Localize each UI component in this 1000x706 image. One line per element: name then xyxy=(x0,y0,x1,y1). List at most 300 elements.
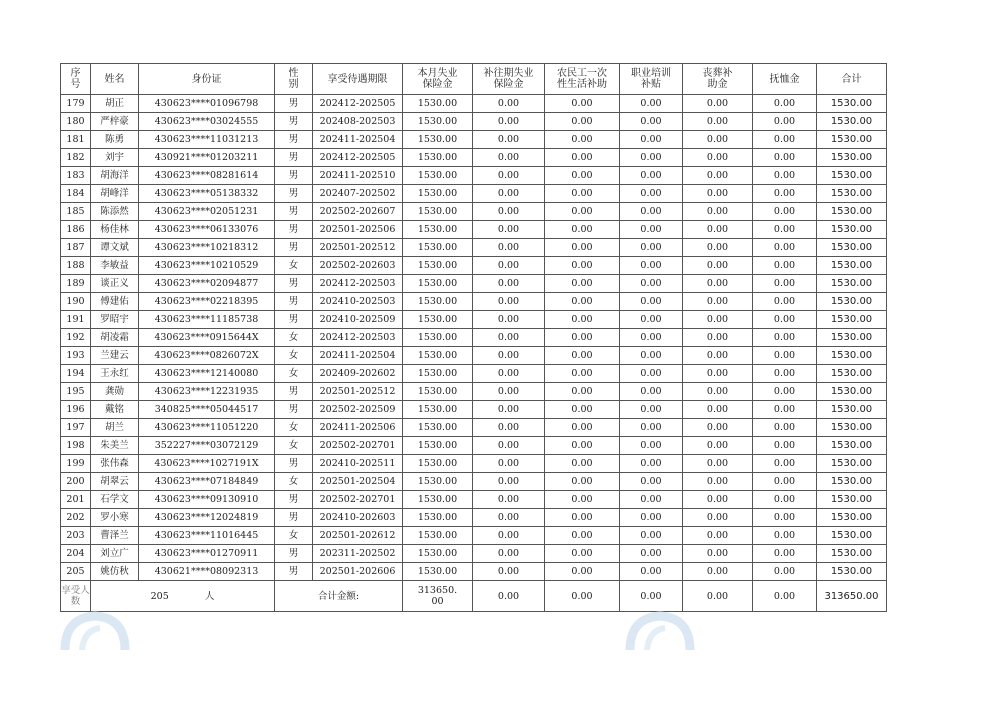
table-row xyxy=(61,95,887,113)
cell-migrant-subsidy: 0.00 xyxy=(545,437,620,455)
total-pension: 0.00 xyxy=(753,581,817,612)
cell-migrant-subsidy: 0.00 xyxy=(545,131,620,149)
cell-training-subsidy: 0.00 xyxy=(620,293,683,311)
cell-benefit-period: 202502-202701 xyxy=(313,491,403,509)
cell-name: 傅建佑 xyxy=(91,293,139,311)
cell-gender: 男 xyxy=(275,167,313,185)
total-monthly-insurance: 313650.00 xyxy=(403,581,473,612)
header-back-insurance: 补往期失业保险金 xyxy=(473,64,545,95)
cell-back-insurance: 0.00 xyxy=(473,545,545,563)
cell-name: 曹泽兰 xyxy=(91,527,139,545)
cell-gender: 男 xyxy=(275,221,313,239)
cell-id-number: 430623****0915644X xyxy=(139,329,275,347)
table-row xyxy=(61,221,887,239)
cell-training-subsidy: 0.00 xyxy=(620,167,683,185)
cell-funeral-subsidy: 0.00 xyxy=(683,257,753,275)
cell-migrant-subsidy: 0.00 xyxy=(545,473,620,491)
cell-monthly-insurance: 1530.00 xyxy=(403,545,473,563)
table-row xyxy=(61,527,887,545)
cell-name: 杨佳林 xyxy=(91,221,139,239)
cell-training-subsidy: 0.00 xyxy=(620,563,683,581)
cell-total: 1530.00 xyxy=(817,95,887,113)
cell-pension: 0.00 xyxy=(753,329,817,347)
cell-name: 戴铭 xyxy=(91,401,139,419)
recipients-unit: 人 xyxy=(204,590,215,602)
cell-total: 1530.00 xyxy=(817,203,887,221)
cell-gender: 男 xyxy=(275,455,313,473)
cell-index: 182 xyxy=(61,149,91,167)
cell-index: 192 xyxy=(61,329,91,347)
cell-back-insurance: 0.00 xyxy=(473,275,545,293)
cell-name: 兰建云 xyxy=(91,347,139,365)
cell-pension: 0.00 xyxy=(753,167,817,185)
watermark-logo-right xyxy=(625,610,695,650)
cell-migrant-subsidy: 0.00 xyxy=(545,95,620,113)
cell-back-insurance: 0.00 xyxy=(473,113,545,131)
cell-benefit-period: 202411-202510 xyxy=(313,167,403,185)
cell-gender: 女 xyxy=(275,437,313,455)
cell-gender: 男 xyxy=(275,491,313,509)
cell-funeral-subsidy: 0.00 xyxy=(683,347,753,365)
cell-monthly-insurance: 1530.00 xyxy=(403,113,473,131)
cell-funeral-subsidy: 0.00 xyxy=(683,203,753,221)
cell-id-number: 430623****10218312 xyxy=(139,239,275,257)
cell-gender: 女 xyxy=(275,347,313,365)
total-back-insurance: 0.00 xyxy=(473,581,545,612)
cell-benefit-period: 202501-202612 xyxy=(313,527,403,545)
cell-index: 191 xyxy=(61,311,91,329)
cell-total: 1530.00 xyxy=(817,455,887,473)
cell-back-insurance: 0.00 xyxy=(473,185,545,203)
cell-benefit-period: 202502-202509 xyxy=(313,401,403,419)
cell-total: 1530.00 xyxy=(817,185,887,203)
cell-benefit-period: 202501-202504 xyxy=(313,473,403,491)
cell-gender: 女 xyxy=(275,257,313,275)
cell-benefit-period: 202411-202504 xyxy=(313,347,403,365)
cell-index: 183 xyxy=(61,167,91,185)
table-row xyxy=(61,203,887,221)
cell-monthly-insurance: 1530.00 xyxy=(403,563,473,581)
cell-training-subsidy: 0.00 xyxy=(620,221,683,239)
cell-id-number: 430623****1027191X xyxy=(139,455,275,473)
cell-id-number: 430921****01203211 xyxy=(139,149,275,167)
cell-back-insurance: 0.00 xyxy=(473,329,545,347)
total-migrant-subsidy: 0.00 xyxy=(545,581,620,612)
cell-training-subsidy: 0.00 xyxy=(620,95,683,113)
cell-id-number: 430623****12140080 xyxy=(139,365,275,383)
cell-migrant-subsidy: 0.00 xyxy=(545,329,620,347)
cell-training-subsidy: 0.00 xyxy=(620,509,683,527)
cell-monthly-insurance: 1530.00 xyxy=(403,509,473,527)
table-header-row xyxy=(61,64,887,95)
cell-gender: 女 xyxy=(275,419,313,437)
cell-funeral-subsidy: 0.00 xyxy=(683,185,753,203)
cell-gender: 男 xyxy=(275,275,313,293)
cell-index: 190 xyxy=(61,293,91,311)
cell-total: 1530.00 xyxy=(817,239,887,257)
cell-pension: 0.00 xyxy=(753,437,817,455)
cell-monthly-insurance: 1530.00 xyxy=(403,131,473,149)
cell-name: 胡兰 xyxy=(91,419,139,437)
cell-index: 193 xyxy=(61,347,91,365)
cell-total: 1530.00 xyxy=(817,509,887,527)
cell-name: 胡正 xyxy=(91,95,139,113)
table-row xyxy=(61,401,887,419)
cell-benefit-period: 202409-202602 xyxy=(313,365,403,383)
cell-monthly-insurance: 1530.00 xyxy=(403,203,473,221)
cell-back-insurance: 0.00 xyxy=(473,509,545,527)
cell-gender: 男 xyxy=(275,95,313,113)
header-benefit-period: 享受待遇期限 xyxy=(313,64,403,95)
cell-funeral-subsidy: 0.00 xyxy=(683,221,753,239)
cell-migrant-subsidy: 0.00 xyxy=(545,545,620,563)
cell-total: 1530.00 xyxy=(817,221,887,239)
cell-monthly-insurance: 1530.00 xyxy=(403,455,473,473)
cell-training-subsidy: 0.00 xyxy=(620,401,683,419)
table-row xyxy=(61,311,887,329)
cell-index: 202 xyxy=(61,509,91,527)
table-row xyxy=(61,365,887,383)
cell-pension: 0.00 xyxy=(753,419,817,437)
recipients-label: 享受人数 xyxy=(61,581,91,612)
cell-migrant-subsidy: 0.00 xyxy=(545,455,620,473)
watermark-logo-left xyxy=(60,610,130,650)
cell-monthly-insurance: 1530.00 xyxy=(403,311,473,329)
cell-training-subsidy: 0.00 xyxy=(620,149,683,167)
cell-index: 196 xyxy=(61,401,91,419)
cell-back-insurance: 0.00 xyxy=(473,437,545,455)
cell-pension: 0.00 xyxy=(753,239,817,257)
cell-monthly-insurance: 1530.00 xyxy=(403,149,473,167)
cell-total: 1530.00 xyxy=(817,527,887,545)
benefit-table xyxy=(60,63,887,612)
table-row xyxy=(61,293,887,311)
cell-id-number: 430623****11051220 xyxy=(139,419,275,437)
cell-index: 189 xyxy=(61,275,91,293)
cell-training-subsidy: 0.00 xyxy=(620,383,683,401)
table-row xyxy=(61,275,887,293)
cell-gender: 男 xyxy=(275,185,313,203)
table-row xyxy=(61,131,887,149)
cell-pension: 0.00 xyxy=(753,203,817,221)
cell-pension: 0.00 xyxy=(753,563,817,581)
cell-id-number: 430623****01270911 xyxy=(139,545,275,563)
table-row xyxy=(61,329,887,347)
cell-gender: 男 xyxy=(275,545,313,563)
cell-index: 201 xyxy=(61,491,91,509)
cell-back-insurance: 0.00 xyxy=(473,383,545,401)
cell-index: 205 xyxy=(61,563,91,581)
cell-monthly-insurance: 1530.00 xyxy=(403,239,473,257)
cell-funeral-subsidy: 0.00 xyxy=(683,473,753,491)
cell-training-subsidy: 0.00 xyxy=(620,203,683,221)
cell-index: 187 xyxy=(61,239,91,257)
cell-pension: 0.00 xyxy=(753,455,817,473)
cell-benefit-period: 202411-202506 xyxy=(313,419,403,437)
cell-benefit-period: 202410-202503 xyxy=(313,293,403,311)
cell-gender: 男 xyxy=(275,149,313,167)
table-row xyxy=(61,257,887,275)
cell-back-insurance: 0.00 xyxy=(473,293,545,311)
cell-migrant-subsidy: 0.00 xyxy=(545,185,620,203)
cell-id-number: 430623****11185738 xyxy=(139,311,275,329)
header-monthly-insurance: 本月失业保险金 xyxy=(403,64,473,95)
table-row xyxy=(61,563,887,581)
cell-total: 1530.00 xyxy=(817,347,887,365)
cell-funeral-subsidy: 0.00 xyxy=(683,95,753,113)
cell-funeral-subsidy: 0.00 xyxy=(683,437,753,455)
cell-benefit-period: 202502-202701 xyxy=(313,437,403,455)
cell-funeral-subsidy: 0.00 xyxy=(683,275,753,293)
cell-gender: 男 xyxy=(275,563,313,581)
cell-monthly-insurance: 1530.00 xyxy=(403,95,473,113)
cell-name: 陈勇 xyxy=(91,131,139,149)
cell-back-insurance: 0.00 xyxy=(473,563,545,581)
cell-back-insurance: 0.00 xyxy=(473,401,545,419)
cell-funeral-subsidy: 0.00 xyxy=(683,383,753,401)
cell-name: 胡海洋 xyxy=(91,167,139,185)
grand-total: 313650.00 xyxy=(817,581,887,612)
cell-funeral-subsidy: 0.00 xyxy=(683,329,753,347)
cell-index: 184 xyxy=(61,185,91,203)
cell-pension: 0.00 xyxy=(753,527,817,545)
cell-monthly-insurance: 1530.00 xyxy=(403,365,473,383)
cell-benefit-period: 202410-202511 xyxy=(313,455,403,473)
cell-pension: 0.00 xyxy=(753,257,817,275)
cell-monthly-insurance: 1530.00 xyxy=(403,419,473,437)
cell-name: 龚勋 xyxy=(91,383,139,401)
header-training-subsidy: 职业培训补贴 xyxy=(620,64,683,95)
cell-gender: 女 xyxy=(275,473,313,491)
cell-id-number: 430623****11031213 xyxy=(139,131,275,149)
cell-total: 1530.00 xyxy=(817,545,887,563)
cell-back-insurance: 0.00 xyxy=(473,365,545,383)
cell-benefit-period: 202412-202505 xyxy=(313,149,403,167)
cell-name: 王永红 xyxy=(91,365,139,383)
cell-back-insurance: 0.00 xyxy=(473,527,545,545)
table-row xyxy=(61,545,887,563)
cell-training-subsidy: 0.00 xyxy=(620,527,683,545)
header-id-number: 身份证 xyxy=(139,64,275,95)
cell-monthly-insurance: 1530.00 xyxy=(403,329,473,347)
cell-benefit-period: 202412-202505 xyxy=(313,95,403,113)
cell-monthly-insurance: 1530.00 xyxy=(403,185,473,203)
cell-index: 204 xyxy=(61,545,91,563)
cell-monthly-insurance: 1530.00 xyxy=(403,221,473,239)
cell-total: 1530.00 xyxy=(817,293,887,311)
cell-funeral-subsidy: 0.00 xyxy=(683,131,753,149)
cell-funeral-subsidy: 0.00 xyxy=(683,491,753,509)
cell-gender: 男 xyxy=(275,509,313,527)
cell-training-subsidy: 0.00 xyxy=(620,491,683,509)
cell-back-insurance: 0.00 xyxy=(473,455,545,473)
cell-monthly-insurance: 1530.00 xyxy=(403,347,473,365)
cell-funeral-subsidy: 0.00 xyxy=(683,563,753,581)
cell-pension: 0.00 xyxy=(753,275,817,293)
table-row xyxy=(61,167,887,185)
cell-migrant-subsidy: 0.00 xyxy=(545,293,620,311)
cell-training-subsidy: 0.00 xyxy=(620,455,683,473)
cell-training-subsidy: 0.00 xyxy=(620,329,683,347)
cell-index: 180 xyxy=(61,113,91,131)
table-row xyxy=(61,347,887,365)
cell-gender: 男 xyxy=(275,113,313,131)
cell-funeral-subsidy: 0.00 xyxy=(683,293,753,311)
cell-monthly-insurance: 1530.00 xyxy=(403,473,473,491)
cell-name: 胡凌霜 xyxy=(91,329,139,347)
cell-funeral-subsidy: 0.00 xyxy=(683,113,753,131)
cell-gender: 男 xyxy=(275,383,313,401)
cell-pension: 0.00 xyxy=(753,113,817,131)
cell-back-insurance: 0.00 xyxy=(473,221,545,239)
cell-monthly-insurance: 1530.00 xyxy=(403,167,473,185)
header-pension: 抚恤金 xyxy=(753,64,817,95)
cell-gender: 男 xyxy=(275,203,313,221)
cell-benefit-period: 202501-202506 xyxy=(313,221,403,239)
recipients-count-cell xyxy=(91,581,275,612)
cell-benefit-period: 202408-202503 xyxy=(313,113,403,131)
cell-benefit-period: 202411-202504 xyxy=(313,131,403,149)
cell-benefit-period: 202502-202607 xyxy=(313,203,403,221)
cell-migrant-subsidy: 0.00 xyxy=(545,419,620,437)
cell-monthly-insurance: 1530.00 xyxy=(403,293,473,311)
cell-index: 185 xyxy=(61,203,91,221)
cell-training-subsidy: 0.00 xyxy=(620,437,683,455)
cell-gender: 女 xyxy=(275,329,313,347)
cell-id-number: 430623****02051231 xyxy=(139,203,275,221)
cell-id-number: 352227****03072129 xyxy=(139,437,275,455)
table-row xyxy=(61,383,887,401)
table-row xyxy=(61,185,887,203)
table-row xyxy=(61,239,887,257)
cell-pension: 0.00 xyxy=(753,221,817,239)
cell-benefit-period: 202502-202603 xyxy=(313,257,403,275)
cell-migrant-subsidy: 0.00 xyxy=(545,221,620,239)
cell-index: 179 xyxy=(61,95,91,113)
cell-benefit-period: 202501-202512 xyxy=(313,383,403,401)
cell-id-number: 430623****07184849 xyxy=(139,473,275,491)
cell-migrant-subsidy: 0.00 xyxy=(545,491,620,509)
table-row xyxy=(61,473,887,491)
cell-name: 朱美兰 xyxy=(91,437,139,455)
table-row xyxy=(61,455,887,473)
cell-gender: 女 xyxy=(275,365,313,383)
cell-funeral-subsidy: 0.00 xyxy=(683,149,753,167)
cell-pension: 0.00 xyxy=(753,95,817,113)
cell-id-number: 430623****02218395 xyxy=(139,293,275,311)
cell-funeral-subsidy: 0.00 xyxy=(683,419,753,437)
cell-pension: 0.00 xyxy=(753,185,817,203)
cell-id-number: 340825****05044517 xyxy=(139,401,275,419)
cell-back-insurance: 0.00 xyxy=(473,95,545,113)
cell-id-number: 430623****11016445 xyxy=(139,527,275,545)
cell-total: 1530.00 xyxy=(817,257,887,275)
cell-id-number: 430623****06133076 xyxy=(139,221,275,239)
cell-migrant-subsidy: 0.00 xyxy=(545,509,620,527)
cell-monthly-insurance: 1530.00 xyxy=(403,401,473,419)
cell-pension: 0.00 xyxy=(753,365,817,383)
cell-training-subsidy: 0.00 xyxy=(620,257,683,275)
cell-index: 200 xyxy=(61,473,91,491)
table-row xyxy=(61,149,887,167)
cell-training-subsidy: 0.00 xyxy=(620,545,683,563)
table-row xyxy=(61,113,887,131)
cell-id-number: 430623****08281614 xyxy=(139,167,275,185)
cell-index: 181 xyxy=(61,131,91,149)
cell-training-subsidy: 0.00 xyxy=(620,131,683,149)
cell-gender: 男 xyxy=(275,131,313,149)
cell-back-insurance: 0.00 xyxy=(473,239,545,257)
cell-id-number: 430623****12231935 xyxy=(139,383,275,401)
cell-monthly-insurance: 1530.00 xyxy=(403,257,473,275)
cell-funeral-subsidy: 0.00 xyxy=(683,455,753,473)
cell-benefit-period: 202407-202502 xyxy=(313,185,403,203)
header-index: 序号 xyxy=(61,64,91,95)
cell-total: 1530.00 xyxy=(817,329,887,347)
cell-migrant-subsidy: 0.00 xyxy=(545,203,620,221)
cell-funeral-subsidy: 0.00 xyxy=(683,311,753,329)
cell-migrant-subsidy: 0.00 xyxy=(545,275,620,293)
table-total-row xyxy=(61,581,887,612)
cell-id-number: 430623****01096798 xyxy=(139,95,275,113)
cell-name: 陈添然 xyxy=(91,203,139,221)
recipients-count: 205 xyxy=(150,590,169,602)
header-funeral-subsidy: 丧葬补助金 xyxy=(683,64,753,95)
cell-migrant-subsidy: 0.00 xyxy=(545,383,620,401)
table-row xyxy=(61,491,887,509)
cell-migrant-subsidy: 0.00 xyxy=(545,167,620,185)
cell-monthly-insurance: 1530.00 xyxy=(403,491,473,509)
cell-back-insurance: 0.00 xyxy=(473,491,545,509)
cell-name: 严梓豪 xyxy=(91,113,139,131)
cell-total: 1530.00 xyxy=(817,473,887,491)
cell-total: 1530.00 xyxy=(817,311,887,329)
cell-total: 1530.00 xyxy=(817,491,887,509)
total-training-subsidy: 0.00 xyxy=(620,581,683,612)
cell-id-number: 430623****0826072X xyxy=(139,347,275,365)
cell-training-subsidy: 0.00 xyxy=(620,185,683,203)
cell-benefit-period: 202501-202606 xyxy=(313,563,403,581)
cell-pension: 0.00 xyxy=(753,293,817,311)
cell-index: 199 xyxy=(61,455,91,473)
cell-training-subsidy: 0.00 xyxy=(620,365,683,383)
total-amount-label: 合计金额: xyxy=(275,581,403,612)
cell-training-subsidy: 0.00 xyxy=(620,311,683,329)
cell-id-number: 430623****02094877 xyxy=(139,275,275,293)
cell-gender: 女 xyxy=(275,527,313,545)
cell-name: 刘立广 xyxy=(91,545,139,563)
cell-training-subsidy: 0.00 xyxy=(620,473,683,491)
cell-total: 1530.00 xyxy=(817,167,887,185)
cell-name: 谭文斌 xyxy=(91,239,139,257)
cell-total: 1530.00 xyxy=(817,131,887,149)
cell-migrant-subsidy: 0.00 xyxy=(545,239,620,257)
cell-pension: 0.00 xyxy=(753,401,817,419)
cell-id-number: 430623****12024819 xyxy=(139,509,275,527)
cell-benefit-period: 202412-202503 xyxy=(313,275,403,293)
cell-funeral-subsidy: 0.00 xyxy=(683,527,753,545)
cell-funeral-subsidy: 0.00 xyxy=(683,239,753,257)
cell-name: 罗小寒 xyxy=(91,509,139,527)
cell-migrant-subsidy: 0.00 xyxy=(545,113,620,131)
cell-gender: 男 xyxy=(275,239,313,257)
cell-training-subsidy: 0.00 xyxy=(620,113,683,131)
cell-pension: 0.00 xyxy=(753,311,817,329)
cell-index: 194 xyxy=(61,365,91,383)
cell-gender: 男 xyxy=(275,401,313,419)
cell-index: 188 xyxy=(61,257,91,275)
cell-funeral-subsidy: 0.00 xyxy=(683,401,753,419)
